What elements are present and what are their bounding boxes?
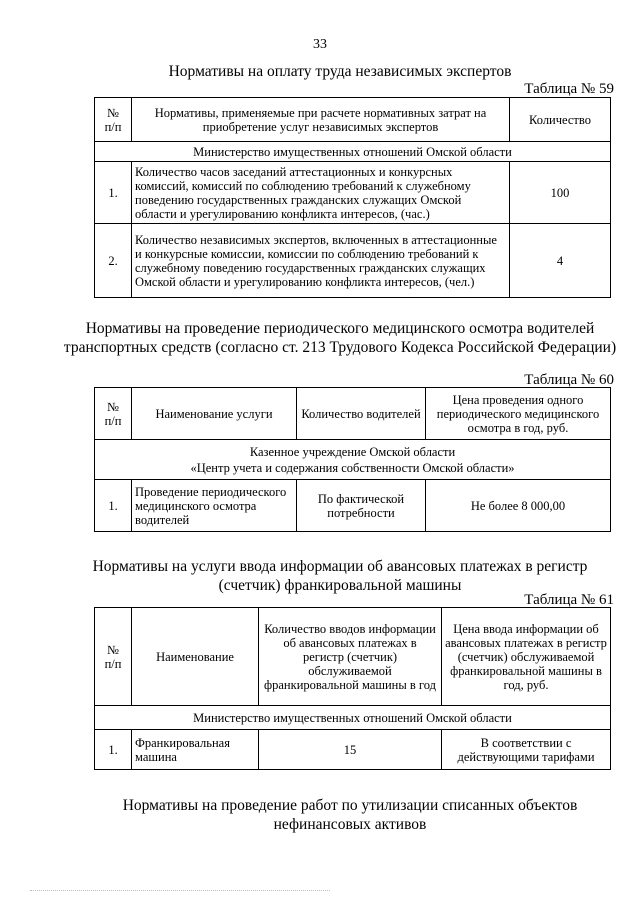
table-row (95, 480, 611, 532)
table-60-header-num: № п/п (95, 388, 132, 440)
table-61-label: Таблица № 61 (524, 592, 614, 608)
table-61-row1-name: Франкировальная машина (132, 730, 259, 770)
heading-table-61: Нормативы на услуги ввода информации об авансовых платежах в регистр (счетчик) франкировальной машины (92, 558, 588, 594)
heading-table-59: Нормативы на оплату труда независимых экспертов (168, 63, 512, 80)
table-61-header-name: Наименование (132, 608, 259, 706)
scan-artifact (30, 890, 330, 895)
table-row (95, 162, 611, 224)
table-59-row1-text: Количество часов заседаний аттестационных и конкурсных комиссий, комиссий по соблюдению требований к служебному поведению государственных гражданских служащих Омской области и урегулированию конфликта интересов, (час.) (132, 162, 510, 224)
table-59-group: Министерство имущественных отношений Омской области (95, 142, 611, 162)
table-61-header-num: № п/п (95, 608, 132, 706)
table-59-row1-num: 1. (95, 162, 132, 224)
table-60-group: Казенное учреждение Омской области «Центр учета и содержания собственности Омской области» (95, 440, 611, 480)
table-60-label: Таблица № 60 (524, 372, 614, 388)
table-59-row1-qty: 100 (510, 162, 611, 224)
table-row (95, 730, 611, 770)
table-61-header-count: Количество вводов информации об авансовых платежах в регистр (счетчик) обслуживаемой франкировальной машины в год (259, 608, 442, 706)
table-60-row1-drivers: По фактической потребности (297, 480, 426, 532)
table-60-header-price: Цена проведения одного периодического медицинского осмотра в год, руб. (426, 388, 611, 440)
table-61-group: Министерство имущественных отношений Омской области (95, 706, 611, 730)
table-61-row1-price: В соответствии с действующими тарифами (442, 730, 611, 770)
page-number: 33 (313, 37, 327, 52)
table-59-header-qty: Количество (510, 98, 611, 142)
table-60-row1-service: Проведение периодического медицинского осмотра водителей (132, 480, 297, 532)
table-59 (94, 97, 611, 298)
table-61-row1-count: 15 (259, 730, 442, 770)
table-59-label: Таблица № 59 (524, 81, 614, 97)
table-60-row1-price: Не более 8 000,00 (426, 480, 611, 532)
table-59-row2-num: 2. (95, 224, 132, 298)
table-59-header-num: № п/п (95, 98, 132, 142)
table-60-row1-num: 1. (95, 480, 132, 532)
table-60-header-service: Наименование услуги (132, 388, 297, 440)
table-61-row1-num: 1. (95, 730, 132, 770)
heading-table-60: Нормативы на проведение периодического медицинского осмотра водителей транспортных средств (согласно ст. 213 Трудового Кодекса Российской Федерации) (63, 320, 617, 356)
table-61-header-price: Цена ввода информации об авансовых платежах в регистр (счетчик) обслуживаемой франкировальной машины в год, руб. (442, 608, 611, 706)
heading-disposal: Нормативы на проведение работ по утилизации списанных объектов нефинансовых активов (122, 797, 578, 833)
table-60 (94, 387, 611, 532)
table-61 (94, 607, 611, 770)
table-59-row2-qty: 4 (510, 224, 611, 298)
table-row (95, 224, 611, 298)
table-59-row2-text: Количество независимых экспертов, включенных в аттестационные и конкурсные комиссии, комиссии по соблюдению требований к служебному поведению государственных гражданских служащих Омской области и урегулированию конфликта интересов, (чел.) (132, 224, 510, 298)
table-60-header-drivers: Количество водителей (297, 388, 426, 440)
table-59-header-norms: Нормативы, применяемые при расчете нормативных затрат на приобретение услуг независимых экспертов (132, 98, 510, 142)
